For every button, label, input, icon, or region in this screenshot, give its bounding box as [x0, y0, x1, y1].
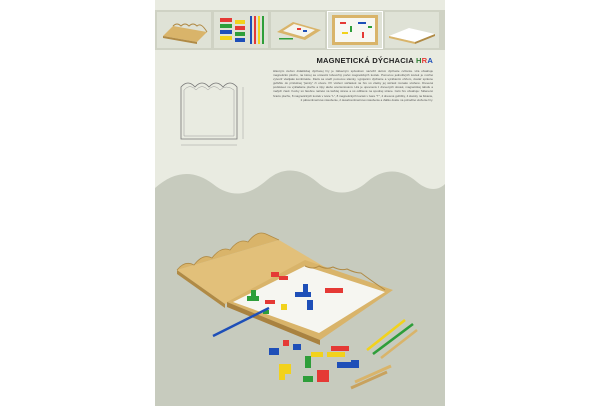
poster	[155, 0, 445, 406]
open-box-icon	[271, 12, 325, 48]
magnetic-board-icon	[328, 12, 382, 48]
thumbnail-colored-blocks[interactable]	[214, 12, 268, 48]
thumbnail-box-closed[interactable]	[157, 12, 211, 48]
thumbnail-box-lid[interactable]	[385, 12, 439, 48]
box-lid-icon	[385, 12, 439, 48]
product-photo	[155, 210, 445, 406]
box-closed-icon	[157, 12, 211, 48]
description-text: Hlavným cieľom didaktickej dýchacej hry je zábavným spôsobom nacvičiť deťom dýchacie cvičenia. Hra obsahuje magnetickú plochu, na ktorej sa umiestní lubovoľný počet magnetických kociek. Pomocou jednotlivých kociek je možné vytvoriť všelijaké kombinácie. Dieťa sa snaží pomocou slamky, vypújaním dýchanie a vyrábaním ohňom, dostať správne guľôčku do príslušnej "jamky" či otvoru. Pri vložení súčiastok na hru sú všetky jej súčasti rovnako uložené. Drevená podstavec na vykladanie plochu a šípy alebo anorientovanú. Hra je upevnená z drevených dosiek, magnetickej tabuľe a malých častí. Kocky sú farebne natreté na každej strane a sú odlíšené na spodnej strane. Celú hru obsahuje: Sklenenú hraciu plochu, 8 magnetických kociek v tvare "L", 8 magnetických kociek v tvare "T", 4 drevené guľôčky, 4 slamky na fúkanie, 2 pätcentimetrové násobenie, 2 desaťcentimetrové násobenie a ďalšiu dosku na pohodlné uloženie hry.	[273, 69, 433, 102]
title-letter-h: H	[415, 56, 422, 65]
technical-drawing	[173, 73, 263, 153]
poster-title	[255, 56, 433, 65]
colored-blocks-icon	[214, 12, 268, 48]
thumbnail-magnetic-board[interactable]	[328, 12, 382, 48]
title-letter-a: A	[427, 56, 433, 65]
title-text: MAGNETICKÁ DÝCHACIA	[316, 56, 416, 65]
thumbnail-open-box[interactable]	[271, 12, 325, 48]
title-letter-r: R	[421, 56, 428, 65]
thumbnail-strip	[155, 10, 445, 50]
